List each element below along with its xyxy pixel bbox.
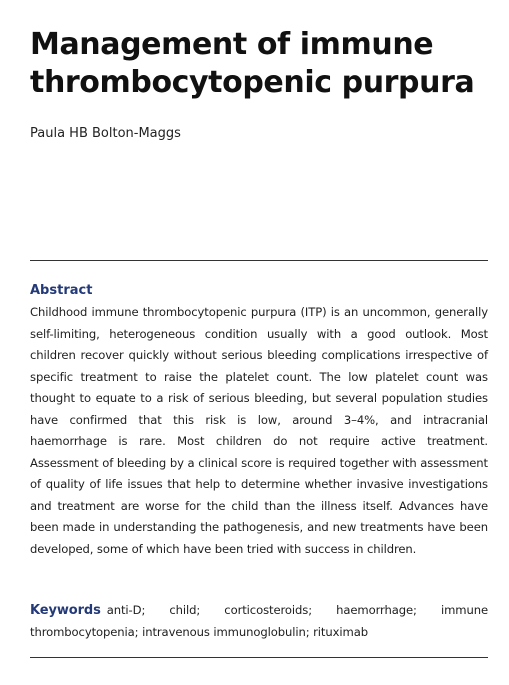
keywords-list: anti-D; child; corticosteroids; haemorrhage; immune thrombocytopenia; intravenous immunoglobulin; rituximab bbox=[30, 603, 488, 639]
keywords-section bbox=[30, 600, 488, 643]
author-name: Paula HB Bolton-Maggs bbox=[30, 126, 181, 141]
article-title: Management of immune thrombocytopenic purpura bbox=[30, 27, 475, 100]
top-divider bbox=[30, 260, 488, 261]
abstract-heading: Abstract bbox=[30, 283, 93, 298]
keywords-label: Keywords bbox=[30, 603, 101, 618]
abstract-text: Childhood immune thrombocytopenic purpura (ITP) is an uncommon, generally self-limiting, heterogeneous condition usually with a good outlook. Most children recover quickly without serious bleeding complications irrespective of specific treatment to raise the platelet count. The low platelet count was thought to equate to a risk of serious bleeding, but several population studies have confirmed that this risk is low, around 3–4%, and intracranial haemorrhage is rare. Most children do not require active treatment. Assessment of bleeding by a clinical score is required together with assessment of quality of life issues that help to determine whether invasive investigations and treatment are worse for the child than the illness itself. Advances have been made in understanding the pathogenesis, and new treatments have been developed, some of which have been tried with success in children. bbox=[30, 305, 488, 556]
bottom-divider bbox=[30, 657, 488, 658]
